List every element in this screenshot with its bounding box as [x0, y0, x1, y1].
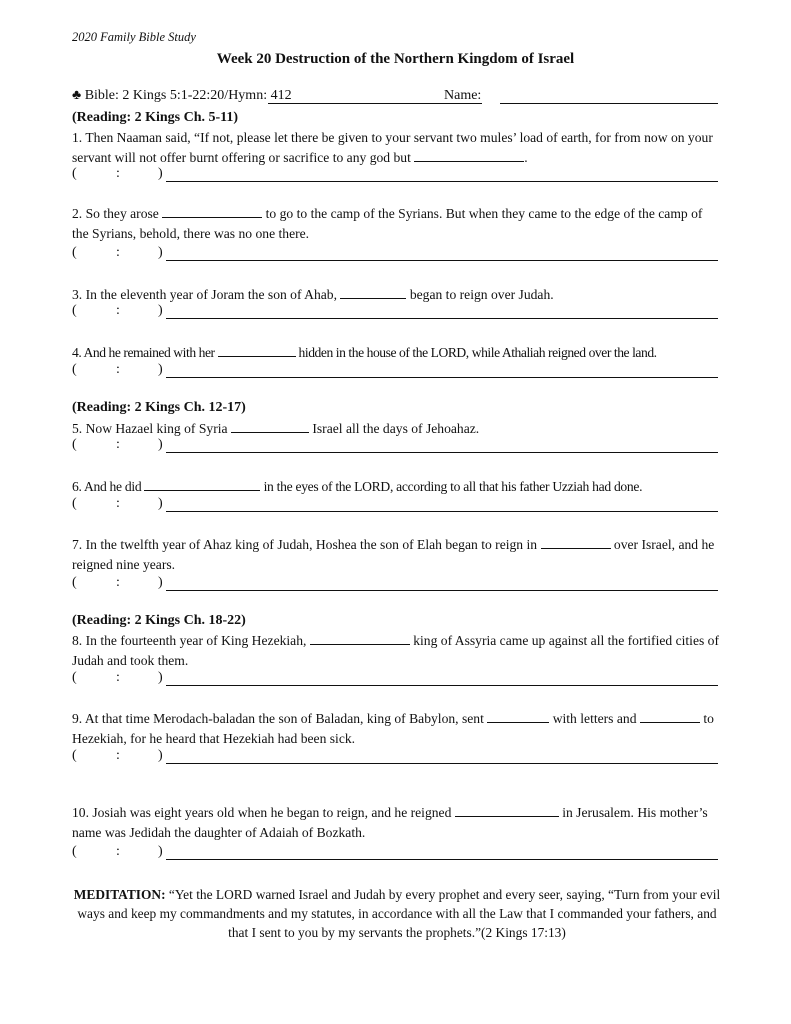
verse-reference-row	[72, 166, 718, 184]
reference-colon: :	[116, 303, 120, 318]
verse-reference-row	[72, 496, 718, 514]
reference-open-paren: (	[72, 670, 77, 685]
reference-answer-line[interactable]	[166, 452, 718, 453]
reference-close-paren: )	[158, 670, 163, 685]
answer-blank[interactable]	[455, 804, 559, 817]
reference-colon: :	[116, 437, 120, 452]
reference-answer-line[interactable]	[166, 318, 718, 319]
question-text: in Jerusalem. His mother’s name was Jedidah the daughter of Adaiah of Bozkath.	[72, 805, 708, 840]
name-blank[interactable]	[500, 103, 718, 104]
reference-colon: :	[116, 362, 120, 377]
question-5	[72, 419, 722, 439]
question-text: over Israel, and he reigned nine years.	[72, 537, 715, 572]
meditation-citation: (2 Kings 17:13)	[481, 925, 566, 940]
reference-open-paren: (	[72, 303, 77, 318]
reference-answer-line[interactable]	[166, 590, 718, 591]
reference-colon: :	[116, 844, 120, 859]
reference-open-paren: (	[72, 575, 77, 590]
worksheet-meta-row	[72, 88, 718, 106]
reading-heading: (Reading: 2 Kings Ch. 12-17)	[72, 400, 246, 415]
reference-answer-line[interactable]	[166, 685, 718, 686]
reference-open-paren: (	[72, 362, 77, 377]
meditation-block	[72, 885, 722, 942]
reference-close-paren: )	[158, 437, 163, 452]
reference-answer-line[interactable]	[166, 859, 718, 860]
answer-blank[interactable]	[487, 710, 549, 723]
reference-close-paren: )	[158, 575, 163, 590]
name-label: Name:	[444, 88, 482, 103]
question-text: 5. Now Hazael king of Syria	[72, 421, 228, 436]
question-text: king of Assyria came up against all the fortified cities of Judah and took them.	[72, 633, 719, 668]
question-text: 9. At that time Merodach-baladan the son of Baladan, king of Babylon, sent	[72, 711, 484, 726]
question-text: 6. And he did	[72, 479, 142, 494]
reference-close-paren: )	[158, 748, 163, 763]
question-2	[72, 204, 722, 244]
reference-open-paren: (	[72, 437, 77, 452]
reference-answer-line[interactable]	[166, 181, 718, 182]
question-text: Israel all the days of Jehoahaz.	[312, 421, 480, 436]
meditation-label: MEDITATION:	[73, 887, 166, 902]
verse-reference-row	[72, 437, 718, 455]
reference-colon: :	[116, 166, 120, 181]
reference-close-paren: )	[158, 166, 163, 181]
reference-close-paren: )	[158, 496, 163, 511]
reference-open-paren: (	[72, 748, 77, 763]
question-text: 2. So they arose	[72, 206, 159, 221]
reference-colon: :	[116, 245, 120, 260]
bible-reference: ♣ Bible: 2 Kings 5:1-22:20/Hymn: 412	[72, 88, 292, 103]
reference-colon: :	[116, 575, 120, 590]
answer-blank[interactable]	[414, 149, 524, 162]
question-4	[72, 343, 722, 363]
verse-reference-row	[72, 362, 718, 380]
verse-reference-row	[72, 575, 718, 593]
question-text: 8. In the fourteenth year of King Hezekiah,	[72, 633, 307, 648]
question-6	[72, 477, 722, 497]
reading-heading: (Reading: 2 Kings Ch. 5-11)	[72, 110, 239, 125]
question-text: in the eyes of the LORD, according to all that his father Uzziah had done.	[263, 479, 643, 494]
answer-blank[interactable]	[231, 420, 309, 433]
question-text: with letters and	[552, 711, 637, 726]
question-text: 7. In the twelfth year of Ahaz king of Judah, Hoshea the son of Elah began to reign in	[72, 537, 538, 552]
question-text: to Hezekiah, for he heard that Hezekiah had been sick.	[72, 711, 714, 746]
reference-close-paren: )	[158, 245, 163, 260]
question-text: 4. And he remained with her	[72, 345, 215, 360]
verse-reference-row	[72, 303, 718, 321]
reference-answer-line[interactable]	[166, 377, 718, 378]
reference-colon: :	[116, 748, 120, 763]
question-1	[72, 128, 722, 168]
reference-open-paren: (	[72, 245, 77, 260]
answer-blank[interactable]	[218, 344, 296, 357]
reference-open-paren: (	[72, 844, 77, 859]
reference-close-paren: )	[158, 362, 163, 377]
reference-answer-line[interactable]	[166, 260, 718, 261]
reference-close-paren: )	[158, 303, 163, 318]
question-text: 10. Josiah was eight years old when he began to reign, and he reigned	[72, 805, 452, 820]
verse-reference-row	[72, 670, 718, 688]
reference-answer-line[interactable]	[166, 763, 718, 764]
question-text: began to reign over Judah.	[409, 287, 554, 302]
question-3	[72, 285, 722, 305]
question-text: 1. Then Naaman said, “If not, please let there be given to your servant two mules’ load of earth, for from now on your servant will not offer burnt offering or sacrifice to any god but	[72, 130, 713, 165]
question-7	[72, 535, 722, 575]
reference-close-paren: )	[158, 844, 163, 859]
reference-answer-line[interactable]	[166, 511, 718, 512]
reference-colon: :	[116, 670, 120, 685]
verse-reference-row	[72, 748, 718, 766]
study-series-label: 2020 Family Bible Study	[72, 30, 196, 44]
reference-open-paren: (	[72, 166, 77, 181]
question-8	[72, 631, 722, 671]
question-text: hidden in the house of the LORD, while Athaliah reigned over the land.	[298, 345, 657, 360]
reading-heading: (Reading: 2 Kings Ch. 18-22)	[72, 613, 246, 628]
question-text: .	[524, 150, 528, 165]
question-text: to go to the camp of the Syrians. But when they came to the edge of the camp of the Syrians, behold, there was no one there.	[72, 206, 703, 241]
question-text: 3. In the eleventh year of Joram the son of Ahab,	[72, 287, 337, 302]
meditation-text: “Yet the LORD warned Israel and Judah by every prophet and every seer, saying, “Turn from your evil ways and keep my commandments and my statutes, in accordance with all the Law that I commanded your fathers, and that I sent to you by my servants the prophets.”	[77, 887, 721, 940]
answer-blank[interactable]	[541, 536, 611, 549]
question-9	[72, 709, 722, 749]
reference-colon: :	[116, 496, 120, 511]
answer-blank[interactable]	[162, 205, 262, 218]
page-title: Week 20 Destruction of the Northern Kingdom of Israel	[216, 51, 575, 67]
answer-blank[interactable]	[340, 286, 406, 299]
verse-reference-row	[72, 245, 718, 263]
answer-blank[interactable]	[640, 710, 700, 723]
verse-reference-row	[72, 844, 718, 862]
question-10	[72, 803, 722, 843]
reference-open-paren: (	[72, 496, 77, 511]
answer-blank[interactable]	[310, 632, 410, 645]
answer-blank[interactable]	[144, 478, 260, 491]
